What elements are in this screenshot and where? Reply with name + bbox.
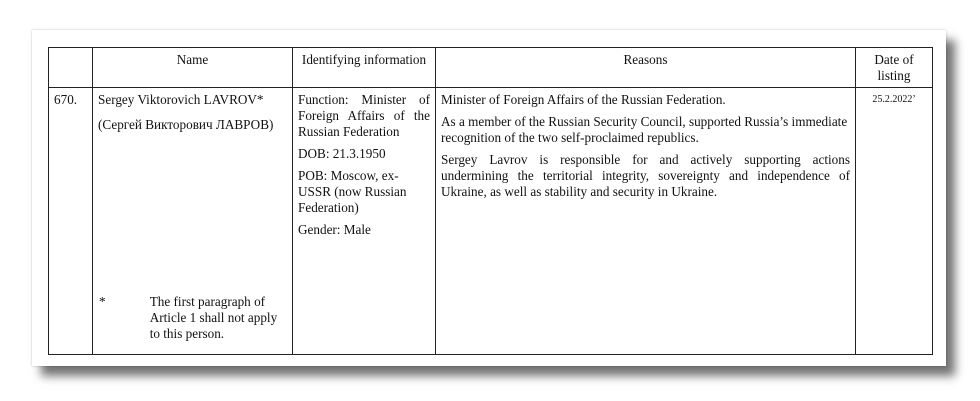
entry-number: 670.: [49, 88, 93, 355]
entry-name-cell: [93, 88, 293, 355]
pob-text: POB: Moscow, ex-USSR (now Russian Federation): [298, 168, 407, 215]
document-page: [32, 30, 946, 366]
name-cyrillic: (Сергей Викторович ЛАВРОВ): [98, 117, 274, 132]
reason-paragraph: Sergey Lavrov is responsible for and actively supporting actions undermining the territorial integrity, sovereignty and independence of Ukraine, as well as stability and security in Ukraine.: [441, 152, 850, 199]
footnote-mark: *: [99, 294, 106, 309]
table-row: [49, 88, 933, 355]
reason-paragraph: Minister of Foreign Affairs of the Russian Federation.: [441, 92, 726, 107]
footnote: [99, 294, 283, 342]
reasons-cell: [436, 88, 856, 355]
dob-text: DOB: 21.3.1950: [298, 146, 386, 161]
header-row: [49, 48, 933, 88]
header-reasons: Reasons: [436, 48, 856, 88]
header-date-of-listing: Date of listing: [856, 48, 933, 88]
sanctions-table: [48, 47, 933, 355]
footnote-text: The first paragraph of Article 1 shall not apply to this person.: [149, 294, 278, 341]
header-identifying-information: Identifying information: [293, 48, 436, 88]
function-text: Function: Minister of Foreign Affairs of the Russian Federation: [298, 92, 430, 139]
gender-text: Gender: Male: [298, 222, 371, 237]
date-of-listing: 25.2.2022’: [856, 88, 933, 355]
header-name: Name: [93, 48, 293, 88]
identifying-info-cell: [293, 88, 436, 355]
header-number: [49, 48, 93, 88]
reason-paragraph: As a member of the Russian Security Council, supported Russia’s immediate recognition of the two self-proclaimed republics.: [441, 114, 848, 145]
name-latin: Sergey Viktorovich LAVROV*: [98, 92, 264, 107]
